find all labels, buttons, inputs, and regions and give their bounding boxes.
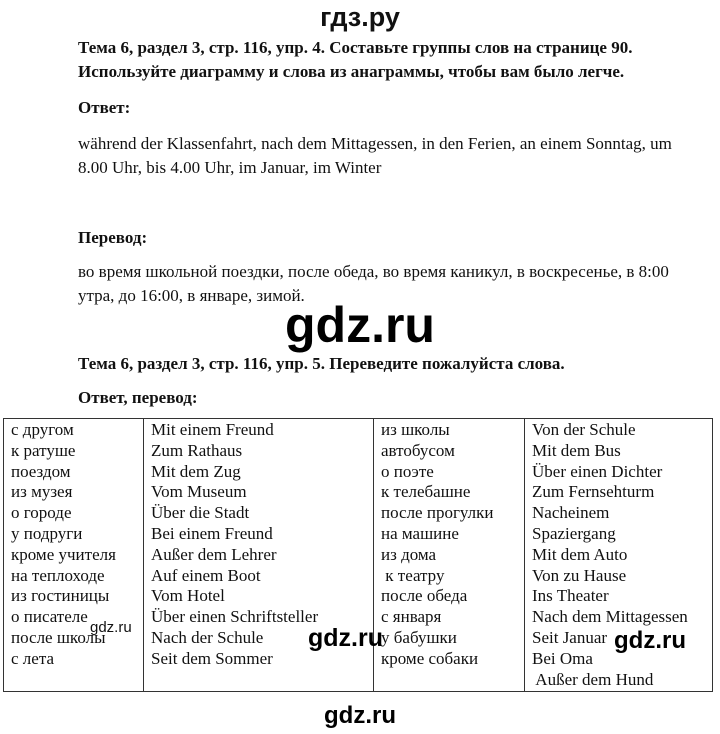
table-cell: после обеда: [381, 586, 468, 606]
table-cell: у подруги: [11, 523, 83, 543]
table-cell: поездом: [11, 461, 71, 481]
table-cell: после прогулки: [381, 503, 494, 523]
column-russian-1: [4, 419, 144, 692]
table-cell: Mit dem Bus: [532, 440, 621, 460]
table-cell: Ins Theater: [532, 586, 609, 606]
task4-answer-label: Ответ:: [78, 98, 131, 117]
watermark-table-center: gdz.ru: [308, 624, 383, 652]
task4-translation-label: Перевод:: [78, 228, 148, 247]
table-cell: Nach der Schule: [151, 627, 264, 647]
table-cell: о поэте: [381, 461, 434, 481]
table-cell: о писателе: [11, 607, 88, 627]
table-cell: Vom Hotel: [151, 586, 225, 606]
table-cell: из дома: [381, 544, 437, 564]
watermark-bottom: gdz.ru: [324, 702, 396, 729]
watermark-large: gdz.ru: [285, 297, 435, 353]
table-cell: Vom Museum: [151, 482, 247, 502]
table-cell: из школы: [381, 420, 450, 439]
table-cell: Mit dem Auto: [532, 544, 628, 564]
table-cell: Außer dem Lehrer: [151, 544, 277, 564]
table-cell: к ратуше: [11, 440, 76, 460]
task5-answer-label: Ответ, перевод:: [78, 388, 198, 407]
table-cell: автобусом: [381, 440, 455, 460]
table-cell: о городе: [11, 503, 72, 523]
table-cell: Nacheinem: [532, 503, 610, 523]
table-cell: Nach dem Mittagessen: [532, 607, 688, 627]
table-cell: к телебашне: [381, 482, 471, 502]
watermark-table-right: gdz.ru: [614, 627, 686, 654]
table-cell: Zum Fernsehturm: [532, 482, 655, 502]
table-cell: у бабушки: [381, 627, 457, 647]
table-cell: Bei Oma: [532, 648, 593, 668]
table-cell: Mit einem Freund: [151, 420, 274, 439]
table-cell: Spaziergang: [532, 523, 616, 543]
table-cell: к театру: [381, 565, 445, 585]
table-cell: Über einen Dichter: [532, 461, 663, 481]
table-cell: Seit dem Sommer: [151, 648, 273, 668]
table-cell: Von zu Hause: [532, 565, 627, 585]
table-cell: Seit Januar: [532, 627, 608, 647]
site-title: гдз.ру: [320, 2, 400, 32]
table-cell: Auf einem Boot: [151, 565, 261, 585]
table-cell: Über einen Schriftsteller: [151, 607, 319, 627]
table-cell: на теплоходе: [11, 565, 105, 585]
task4-answer: während der Klassenfahrt, nach dem Mittagessen, in den Ferien, an einem Sonntag, um 8.00 Uhr, bis 4.00 Uhr, im Januar, im Winter: [78, 134, 672, 177]
table-cell: Außer dem Hund: [532, 669, 654, 689]
column-russian-2: [374, 419, 525, 692]
table-cell: с лета: [11, 648, 55, 668]
task5-heading: Тема 6, раздел 3, стр. 116, упр. 5. Переведите пожалуйста слова.: [78, 354, 565, 373]
table-cell: из музея: [11, 482, 73, 502]
task4-heading: Тема 6, раздел 3, стр. 116, упр. 4. Составьте группы слов на странице 90. Используйте диаграмму и слова из анаграммы, чтобы вам было легче.: [78, 38, 633, 81]
table-cell: из гостиницы: [11, 586, 110, 606]
table-cell: Zum Rathaus: [151, 440, 243, 460]
table-cell: с января: [381, 607, 442, 627]
watermark-small: gdz.ru: [90, 619, 132, 636]
table-cell: после школы: [11, 627, 106, 647]
table-cell: кроме собаки: [381, 648, 479, 668]
table-cell: Über die Stadt: [151, 503, 250, 523]
table-cell: Bei einem Freund: [151, 523, 273, 543]
table-cell: с другом: [11, 420, 74, 439]
table-cell: Von der Schule: [532, 420, 636, 439]
table-cell: Mit dem Zug: [151, 461, 241, 481]
table-cell: на машине: [381, 523, 459, 543]
task4-translation: во время школьной поездки, после обеда, во время каникул, в воскресенье, в 8:00 утра, до 16:00, в январе, зимой.: [78, 262, 669, 305]
table-cell: кроме учителя: [11, 544, 116, 564]
